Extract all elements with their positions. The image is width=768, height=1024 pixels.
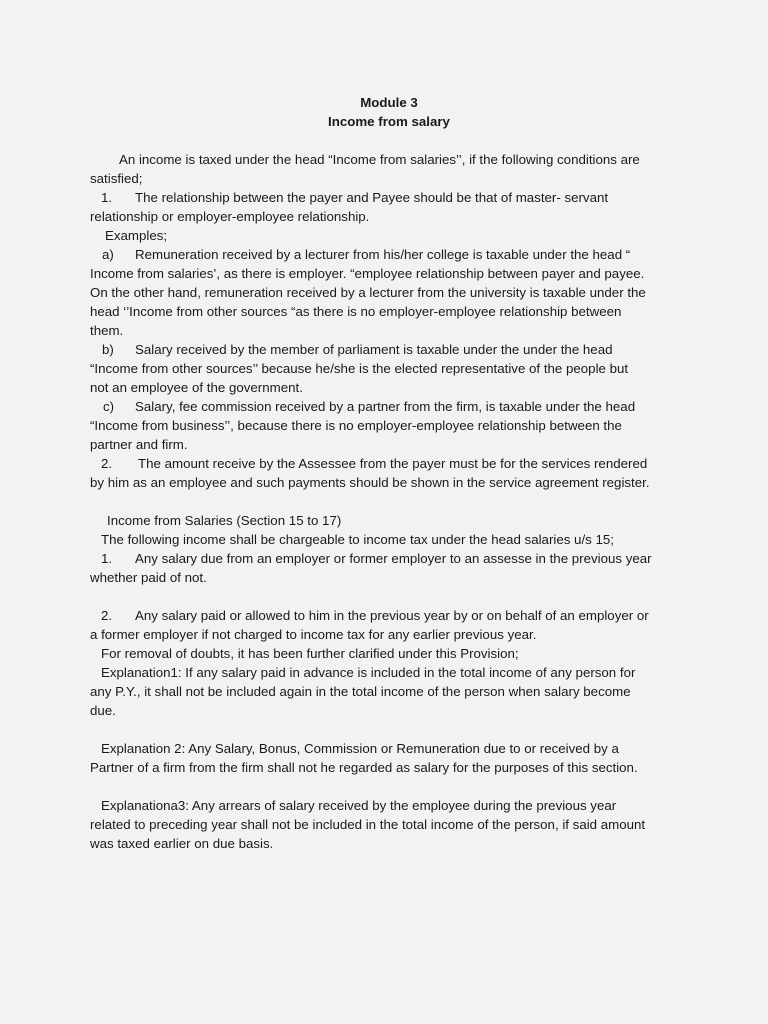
explanation-3-line-2: related to preceding year shall not be included in the total income of the person, if said amount: [90, 817, 646, 832]
explanation-3-line-3: was taxed earlier on due basis.: [90, 836, 274, 851]
example-c-line-1: Salary, fee commission received by a partner from the firm, is taxable under the head: [135, 399, 636, 414]
example-c-line-2: “Income from business’’, because there is no employer-employee relationship between the: [90, 418, 622, 433]
condition-2-number: 2.: [101, 456, 113, 471]
explanation-1-line-3: due.: [90, 703, 116, 718]
explanation-2-line-1: Explanation 2: Any Salary, Bonus, Commission or Remuneration due to or received by a: [101, 741, 619, 756]
example-c-line-3: partner and firm.: [90, 437, 188, 452]
example-b-line-3: not an employee of the government.: [90, 380, 303, 395]
salary-item-1-number: 1.: [101, 551, 113, 566]
salary-item-2-number: 2.: [101, 608, 113, 623]
example-a-line-5: them.: [90, 323, 124, 338]
example-b-line-2: “Income from other sources’’ because he/she is the elected representative of the people but: [90, 361, 629, 376]
intro-line-2: satisfied;: [90, 171, 143, 186]
module-title: Module 3: [360, 95, 418, 110]
condition-1-number: 1.: [101, 190, 113, 205]
section-heading: Income from Salaries (Section 15 to 17): [107, 513, 342, 528]
example-b-marker: b): [102, 342, 114, 357]
example-a-line-1: Remuneration received by a lecturer from his/her college is taxable under the head “: [135, 247, 631, 262]
example-a-marker: a): [102, 247, 114, 262]
example-c-marker: c): [103, 399, 115, 414]
example-a-line-2: Income from salaries’, as there is employer. “employee relationship between payer and payee.: [90, 266, 645, 281]
condition-1-line-2: relationship or employer-employee relationship.: [90, 209, 370, 224]
explanation-1-line-1: Explanation1: If any salary paid in advance is included in the total income of any person for: [101, 665, 636, 680]
salary-item-1-line-1: Any salary due from an employer or former employer to an assesse in the previous year: [135, 551, 652, 566]
salary-item-2-line-2: a former employer if not charged to income tax for any earlier previous year.: [90, 627, 537, 642]
condition-2-line-2: by him as an employee and such payments should be shown in the service agreement register.: [90, 475, 650, 490]
salary-item-1-line-2: whether paid of not.: [90, 570, 207, 585]
condition-2-line-1: The amount receive by the Assessee from the payer must be for the services rendered: [138, 456, 648, 471]
examples-label: Examples;: [105, 228, 168, 243]
condition-1-line-1: The relationship between the payer and Payee should be that of master- servant: [135, 190, 609, 205]
salary-item-2-line-1: Any salary paid or allowed to him in the previous year by or on behalf of an employer or: [135, 608, 649, 623]
page-title: Income from salary: [328, 114, 450, 129]
example-a-line-4: head ‘’Income from other sources “as there is no employer-employee relationship between: [90, 304, 622, 319]
intro-line-1: An income is taxed under the head “Income from salaries’’, if the following conditions are: [119, 152, 640, 167]
example-a-line-3: On the other hand, remuneration received by a lecturer from the university is taxable under the: [90, 285, 646, 300]
example-b-line-1: Salary received by the member of parliament is taxable under the under the head: [135, 342, 613, 357]
explanation-2-line-2: Partner of a firm from the firm shall not he regarded as salary for the purposes of this section.: [90, 760, 638, 775]
explanation-3-line-1: Explanationa3: Any arrears of salary received by the employee during the previous year: [101, 798, 617, 813]
explanation-1-line-2: any P.Y., it shall not be included again in the total income of the person when salary become: [90, 684, 631, 699]
section-intro: The following income shall be chargeable to income tax under the head salaries u/s 15;: [101, 532, 614, 547]
removal-of-doubts: For removal of doubts, it has been further clarified under this Provision;: [101, 646, 519, 661]
